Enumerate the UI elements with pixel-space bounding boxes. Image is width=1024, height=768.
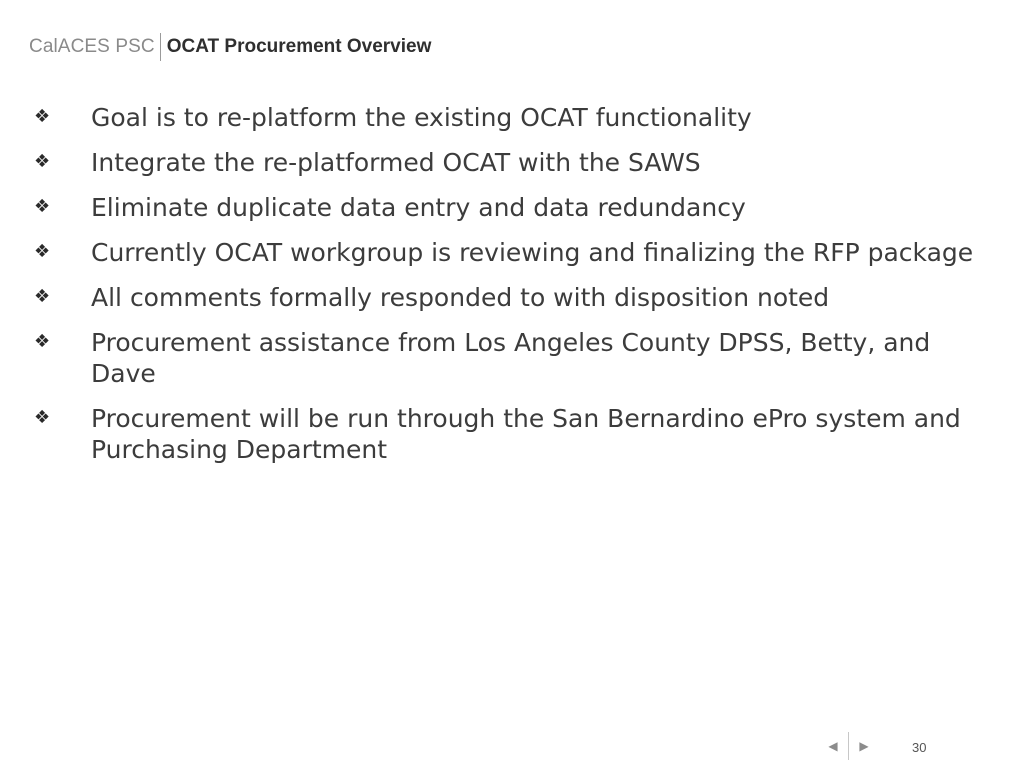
list-item: [32, 237, 992, 268]
header-divider: [160, 33, 161, 61]
slide-header: [29, 32, 431, 62]
brand-label: CalACES PSC: [29, 36, 155, 57]
bullet-list: [32, 102, 992, 479]
diamond-bullet-icon: ❖: [34, 331, 51, 352]
diamond-bullet-icon: ❖: [34, 151, 51, 172]
bullet-text: Procurement will be run through the San Bernardino ePro system and Purchasing Department: [91, 404, 961, 464]
bullet-text: Procurement assistance from Los Angeles County DPSS, Betty, and Dave: [91, 328, 931, 388]
diamond-bullet-icon: ❖: [34, 241, 51, 262]
list-item: [32, 102, 992, 133]
bullet-text: Goal is to re-platform the existing OCAT functionality: [91, 103, 752, 132]
page-number: 30: [912, 740, 927, 755]
bullet-text: All comments formally responded to with disposition noted: [91, 283, 830, 312]
list-item: [32, 327, 992, 389]
nav-divider: [848, 732, 849, 760]
bullet-text: Integrate the re-platformed OCAT with the SAWS: [91, 148, 701, 177]
previous-slide-icon[interactable]: ◀: [828, 739, 838, 753]
bullet-text: Eliminate duplicate data entry and data redundancy: [91, 193, 746, 222]
page-title: OCAT Procurement Overview: [166, 36, 432, 57]
diamond-bullet-icon: ❖: [34, 286, 51, 307]
diamond-bullet-icon: ❖: [34, 196, 51, 217]
slide-navigation: [826, 731, 871, 761]
list-item: [32, 147, 992, 178]
next-slide-icon[interactable]: ▶: [859, 739, 869, 753]
diamond-bullet-icon: ❖: [34, 407, 51, 428]
diamond-bullet-icon: ❖: [34, 106, 51, 127]
list-item: [32, 192, 992, 223]
bullet-text: Currently OCAT workgroup is reviewing and finalizing the RFP package: [91, 238, 974, 267]
list-item: [32, 403, 992, 465]
list-item: [32, 282, 992, 313]
